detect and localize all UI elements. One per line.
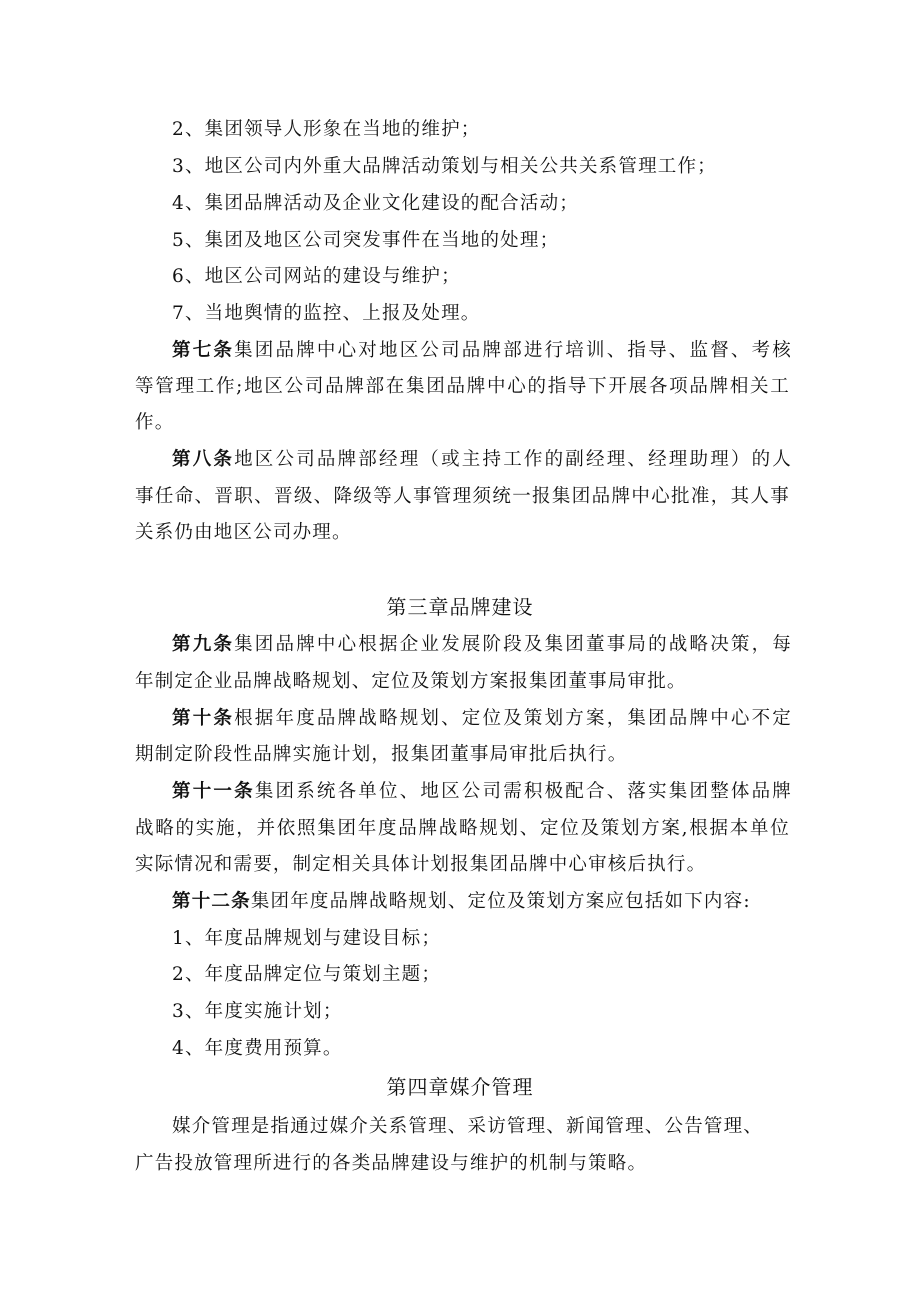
article-7-line-3: 作。	[135, 412, 175, 433]
article-7-text: 集团品牌中心对地区公司品牌部进行培训、指导、监督、考核	[234, 340, 792, 361]
list-item: 5、集团及地区公司突发事件在当地的处理；	[172, 230, 560, 251]
article-10-label: 第十条	[172, 708, 235, 729]
article-11-label: 第十一条	[172, 781, 255, 802]
article-8-line-2: 事任命、晋职、晋级、降级等人事管理须统一报集团品牌中心批准，其人事	[135, 486, 790, 507]
article-11-line-2: 战略的实施，并依照集团年度品牌战略规划、定位及策划方案,根据本单位	[135, 818, 790, 839]
list-item: 4、年度费用预算。	[172, 1038, 343, 1059]
article-9-line-1	[172, 633, 792, 657]
list-item: 3、年度实施计划；	[172, 1001, 343, 1022]
list-item: 3、地区公司内外重大品牌活动策划与相关公共关系管理工作；	[172, 156, 717, 177]
article-7-line-1	[172, 339, 792, 363]
article-10-line-1	[172, 707, 792, 731]
article-8-label: 第八条	[172, 449, 235, 470]
media-line-1: 媒介管理是指通过媒介关系管理、采访管理、新闻管理、公告管理、	[172, 1116, 764, 1137]
article-9-text: 集团品牌中心根据企业发展阶段及集团董事局的战略决策，每	[234, 634, 792, 655]
article-11-line-3: 实际情况和需要，制定相关具体计划报集团品牌中心审核后执行。	[135, 854, 707, 875]
article-8-text: 地区公司品牌部经理（或主持工作的副经理、经理助理）的人	[234, 449, 792, 470]
chapter-4-heading: 第四章媒介管理	[386, 1075, 534, 1099]
article-11-line-1	[172, 780, 792, 804]
article-7-label: 第七条	[172, 340, 235, 361]
article-12-label: 第十二条	[172, 891, 251, 912]
article-11-text: 集团系统各单位、地区公司需积极配合、落实集团整体品牌	[254, 781, 792, 802]
list-item: 2、集团领导人形象在当地的维护；	[172, 119, 481, 140]
list-item: 6、地区公司网站的建设与维护；	[172, 266, 461, 287]
list-item: 1、年度品牌规划与建设目标；	[172, 928, 442, 949]
list-item: 4、集团品牌活动及企业文化建设的配合活动；	[172, 193, 579, 214]
list-item: 7、当地舆情的监控、上报及处理。	[172, 303, 481, 324]
article-9-label: 第九条	[172, 634, 235, 655]
list-item: 2、年度品牌定位与策划主题；	[172, 964, 442, 985]
article-10-line-2: 期制定阶段性品牌实施计划，报集团董事局审批后执行。	[135, 744, 628, 765]
article-8-line-1	[172, 448, 792, 472]
article-12-text: 集团年度品牌战略规划、定位及策划方案应包括如下内容:	[250, 891, 751, 912]
article-10-text: 根据年度品牌战略规划、定位及策划方案，集团品牌中心不定	[234, 708, 792, 729]
chapter-3-heading: 第三章品牌建设	[386, 595, 534, 619]
article-8-line-3: 关系仍由地区公司办理。	[135, 522, 352, 543]
article-12-line-1	[172, 890, 792, 914]
article-9-line-2: 年制定企业品牌战略规划、定位及策划方案报集团董事局审批。	[135, 671, 687, 692]
article-7-line-2: 等管理工作;地区公司品牌部在集团品牌中心的指导下开展各项品牌相关工	[135, 376, 790, 397]
media-line-2: 广告投放管理所进行的各类品牌建设与维护的机制与策略。	[135, 1153, 648, 1174]
